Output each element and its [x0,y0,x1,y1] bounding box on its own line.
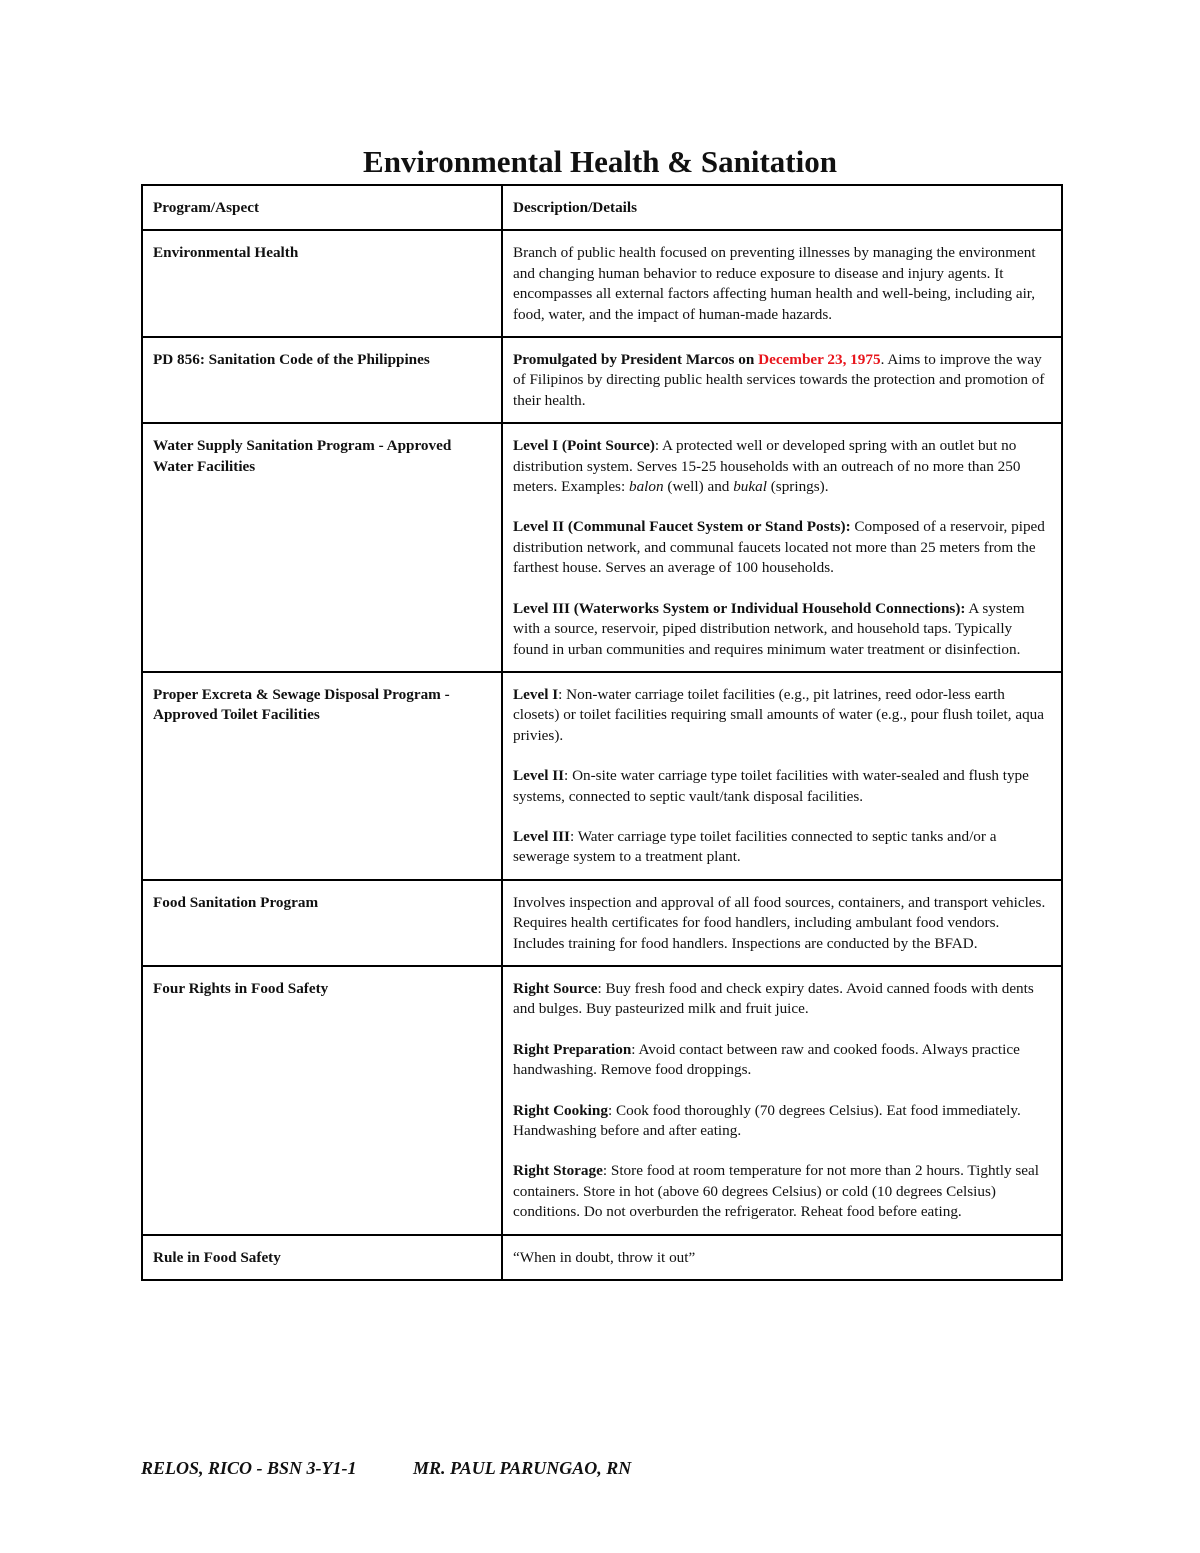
description-cell [502,966,1062,1235]
level-text: : Non-water carriage toilet facilities (e.g., pit latrines, reed odor-less earth closets) or toilet facilities requiring small amounts of water (e.g., pour flush toilet, aqua privies). [513,685,1044,744]
promulgation-date: December 23, 1975 [758,351,881,369]
right-text: : Cook food thoroughly (70 degrees Celsius). Eat food immediately. Handwashing before and after eating. [513,1101,1021,1139]
sanitation-table [141,184,1063,1281]
table-row [142,672,1062,880]
column-header-program: Program/Aspect [142,185,502,230]
water-level-2 [513,517,1051,578]
promulgation-text: Promulgated by President Marcos on [513,351,755,369]
right-label: Right Cooking [513,1101,608,1119]
page-footer [141,1458,631,1479]
toilet-level-1 [513,685,1051,746]
level-text: : On-site water carriage type toilet facilities with water-sealed and flush type systems, connected to septic vault/tank disposal facilities. [513,767,1029,805]
right-text: : Avoid contact between raw and cooked foods. Always practice handwashing. Remove food droppings. [513,1040,1020,1079]
right-storage [513,1161,1051,1222]
toilet-level-2 [513,766,1051,807]
right-cooking [513,1101,1051,1142]
table-header-row [142,185,1062,230]
description-cell [502,423,1062,672]
level-text: (springs). [766,478,829,496]
table-row [142,337,1062,423]
description-cell: Branch of public health focused on preventing illnesses by managing the environment and changing human behavior to reduce exposure to disease and injury agents. It encompasses all external factors affecting human health and well-being, including air, food, water, and the impact of human-made hazards. [502,230,1062,337]
program-cell: Four Rights in Food Safety [142,966,502,1235]
level-label: Level II (Communal Faucet System or Stand Posts): [513,518,851,536]
level-text: (well) and [663,478,734,496]
description-cell [502,672,1062,880]
right-label: Right Source [513,979,598,997]
level-text: : A protected well or developed spring with an outlet but no distribution system. Serves 15-25 households with an outreach of no more than 250 meters. Examples: [513,437,1021,496]
level-label: Level III (Waterworks System or Individual Household Connections): [513,599,966,617]
water-level-3 [513,599,1051,660]
level-label: Level I (Point Source) [513,437,655,455]
instructor-name: MR. PAUL PARUNGAO, RN [413,1458,632,1478]
document-title: Environmental Health & Sanitation [363,144,837,179]
table-row [142,423,1062,672]
program-cell: PD 856: Sanitation Code of the Philippines [142,337,502,423]
program-cell: Food Sanitation Program [142,880,502,966]
right-preparation [513,1040,1051,1081]
table-row [142,966,1062,1235]
right-label: Right Storage [513,1162,603,1180]
example-term: balon [628,478,664,496]
description-cell: Involves inspection and approval of all food sources, containers, and transport vehicles. Requires health certificates for food handlers, including ambulant food vendors. Includes training for food handlers. Inspections are conducted by the BFAD. [502,880,1062,966]
description-cell [502,337,1062,423]
toilet-level-3 [513,827,1051,868]
level-text: Composed of a reservoir, piped distribution network, and communal faucets located not more than 25 meters from the farthest house. Serves an average of 100 households. [513,518,1045,577]
program-cell: Environmental Health [142,230,502,337]
level-text: A system with a source, reservoir, piped distribution network, and household taps. Typically found in urban communities and requires minimum water treatment or disinfection. [513,599,1025,658]
column-header-description: Description/Details [502,185,1062,230]
level-text: : Water carriage type toilet facilities connected to septic tanks and/or a sewerage system to a treatment plant. [513,827,997,866]
table-row [142,1235,1062,1280]
right-label: Right Preparation [513,1040,632,1058]
table-row [142,880,1062,966]
level-label: Level I [513,685,559,703]
right-source [513,979,1051,1020]
code-aim-text: . Aims to improve the way of Filipinos by directing public health services towards the protection and promotion of their health. [513,351,1045,409]
water-level-1 [513,436,1051,497]
right-text: : Store food at room temperature for not more than 2 hours. Tightly seal containers. Store in hot (above 60 degrees Celsius) or cold (10 degrees Celsius) conditions. Do not overburden the refrigerator. Reheat food before eating. [513,1162,1040,1221]
description-cell: “When in doubt, throw it out” [502,1235,1062,1280]
program-cell: Proper Excreta & Sewage Disposal Program - Approved Toilet Facilities [142,672,502,880]
example-term: bukal [733,478,767,496]
level-label: Level III [513,827,570,845]
level-label: Level II [513,767,565,785]
right-text: : Buy fresh food and check expiry dates. Avoid canned foods with dents and bulges. Buy pasteurized milk and fruit juice. [513,979,1034,1018]
program-cell: Rule in Food Safety [142,1235,502,1280]
program-cell: Water Supply Sanitation Program - Approved Water Facilities [142,423,502,672]
table-row [142,230,1062,337]
student-name: RELOS, RICO - BSN 3-Y1-1 [141,1458,357,1478]
